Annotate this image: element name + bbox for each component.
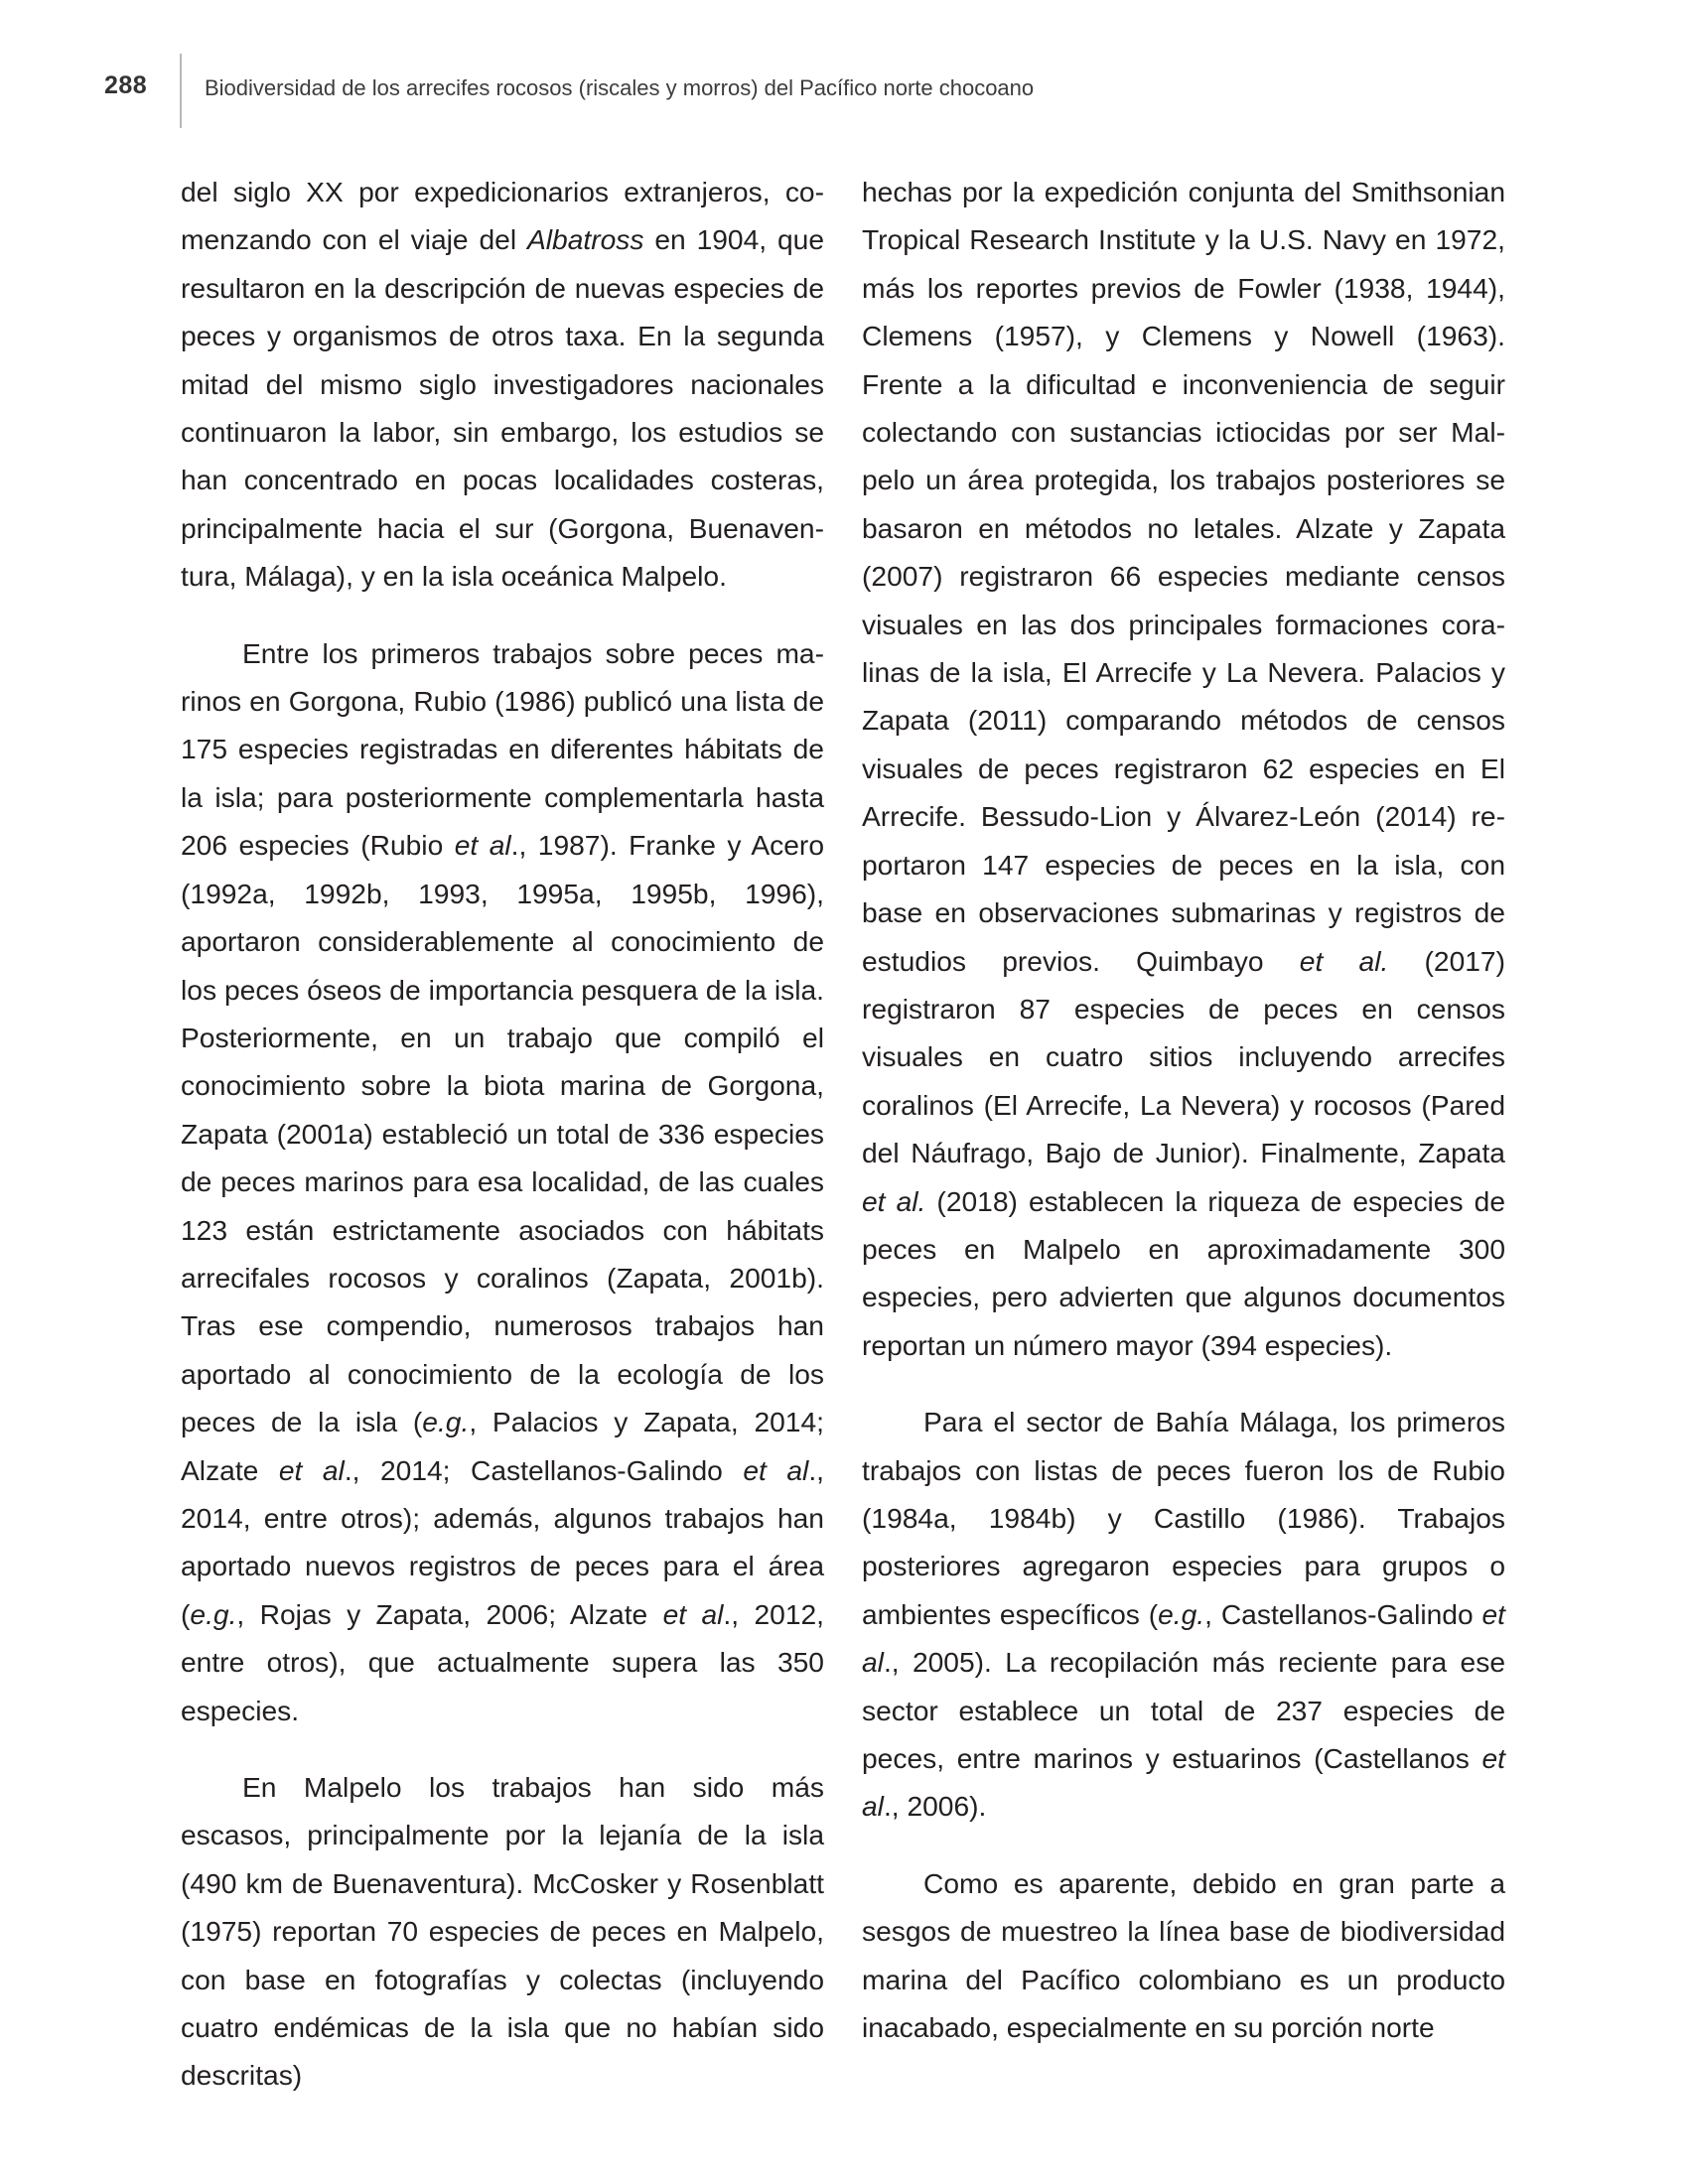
paragraph: del siglo XX por expedicionarios extranjeros, comenzando con el viaje del Albatross en 1904, que resultaron en la descripción de nuevas especies de peces y organismos de otros taxa. En la segunda mitad del mismo siglo investigadores nacionales continuaron la labor, sin embargo, los estudios se han concentrado en pocas localidades costeras, principalmente hacia el sur (Gorgona, Buenaventura, Málaga), y en la isla oceánica Malpelo. bbox=[181, 176, 825, 593]
paragraph: En Malpelo los trabajos han sido más escasos, principalmente por la lejanía de la isla (490 km de Buenaventura). McCosker y Rosenblatt (1975) reportan 70 especies de peces en Malpelo, con base en fotografías y colectas (incluyendo cuatro endémicas de la isla que no habían sido descritas) bbox=[181, 1771, 824, 2092]
page-header bbox=[0, 0, 1688, 139]
paragraph: Como es aparente, debido en gran parte a sesgos de muestreo la línea base de biodiversidad marina del Pacífico colombiano es un producto inacabado, especialmente en su porción norte bbox=[862, 1866, 1505, 2044]
paragraph: hechas por la expedición conjunta del Smithsonian Tropical Research Institute y la U.S. Navy en 1972, más los reportes previos de Fowler (1938, 1944), Clemens (1957), y Clemens y Nowell (1963). Frente a la dificultad e inconveniencia de seguir colectando con sustancias ictiocidas por ser Malpelo un área protegida, los trabajos posteriores se basaron en métodos no letales. Alzate y Zapata (2007) registraron 66 especies mediante censos visuales en las dos principales formaciones coralinas de la isla, El Arrecife y La Nevera. Palacios y Zapata (2011) comparando métodos de censos visuales de peces registraron 62 especies en El Arrecife. Bessudo-Lion y Álvarez-León (2014) reportaron 147 especies de peces en la isla, con base en observaciones submarinas y registros de estudios previos. Quimbayo et al. (2017) registraron 87 especies de peces en censos visuales en cuatro sitios incluyendo arrecifes coralinos (El Arrecife, La Nevera) y rocosos (Pared del Náufrago, Bajo de Junior). Finalmente, Zapata et al. (2018) establecen la riqueza de especies de peces en Malpelo en aproximadamente 300 especies, pero advierten que algunos documentos reportan un número mayor (394 especies). bbox=[862, 176, 1505, 1361]
paragraph: Entre los primeros trabajos sobre peces marinos en Gorgona, Rubio (1986) publicó una lista de 175 especies registradas en diferentes hábitats de la isla; para posteriormente complementarla hasta 206 especies (Rubio et al., 1987). Franke y Acero (1992a, 1992b, 1993, 1995a, 1995b, 1996), aportaron considerablemente al conocimiento de los peces óseos de importancia pesquera de la isla. Posteriormente, en un trabajo que compiló el conocimiento sobre la biota marina de Gorgona, Zapata (2001a) estableció un total de 336 especies de peces marinos para esa localidad, de las cuales 123 están estrictamente asociados con hábitats arrecifales rocosos y coralinos (Zapata, 2001b). Tras ese compendio, numerosos trabajos han aportado al conocimiento de la ecología de los peces de la isla (e.g., Palacios y Zapata, 2014; Alzate et al., 2014; Castellanos-Galindo et al., 2014, entre otros); además, algunos trabajos han aportado nuevos registros de peces para el área (e.g., Rojas y Zapata, 2006; Alzate et al., 2012, entre otros), que actualmente supera las 350 especies. bbox=[181, 636, 824, 1726]
header-divider bbox=[180, 54, 182, 128]
page-number: 288 bbox=[104, 71, 148, 99]
left-column bbox=[181, 168, 824, 2100]
paragraph: Para el sector de Bahía Málaga, los primeros trabajos con listas de peces fueron los de Rubio (1984a, 1984b) y Castillo (1986). Trabajos posteriores agregaron especies para grupos o ambientes específicos (e.g., Castellanos-Galindo et al., 2005). La recopilación más reciente para ese sector establece un total de 237 especies de peces, entre marinos y estuarinos (Castellanos et al., 2006). bbox=[862, 1406, 1505, 1823]
running-title: Biodiversidad de los arrecifes rocosos (riscales y morros) del Pacífico norte chocoano bbox=[205, 75, 1035, 100]
right-column bbox=[862, 168, 1505, 2051]
